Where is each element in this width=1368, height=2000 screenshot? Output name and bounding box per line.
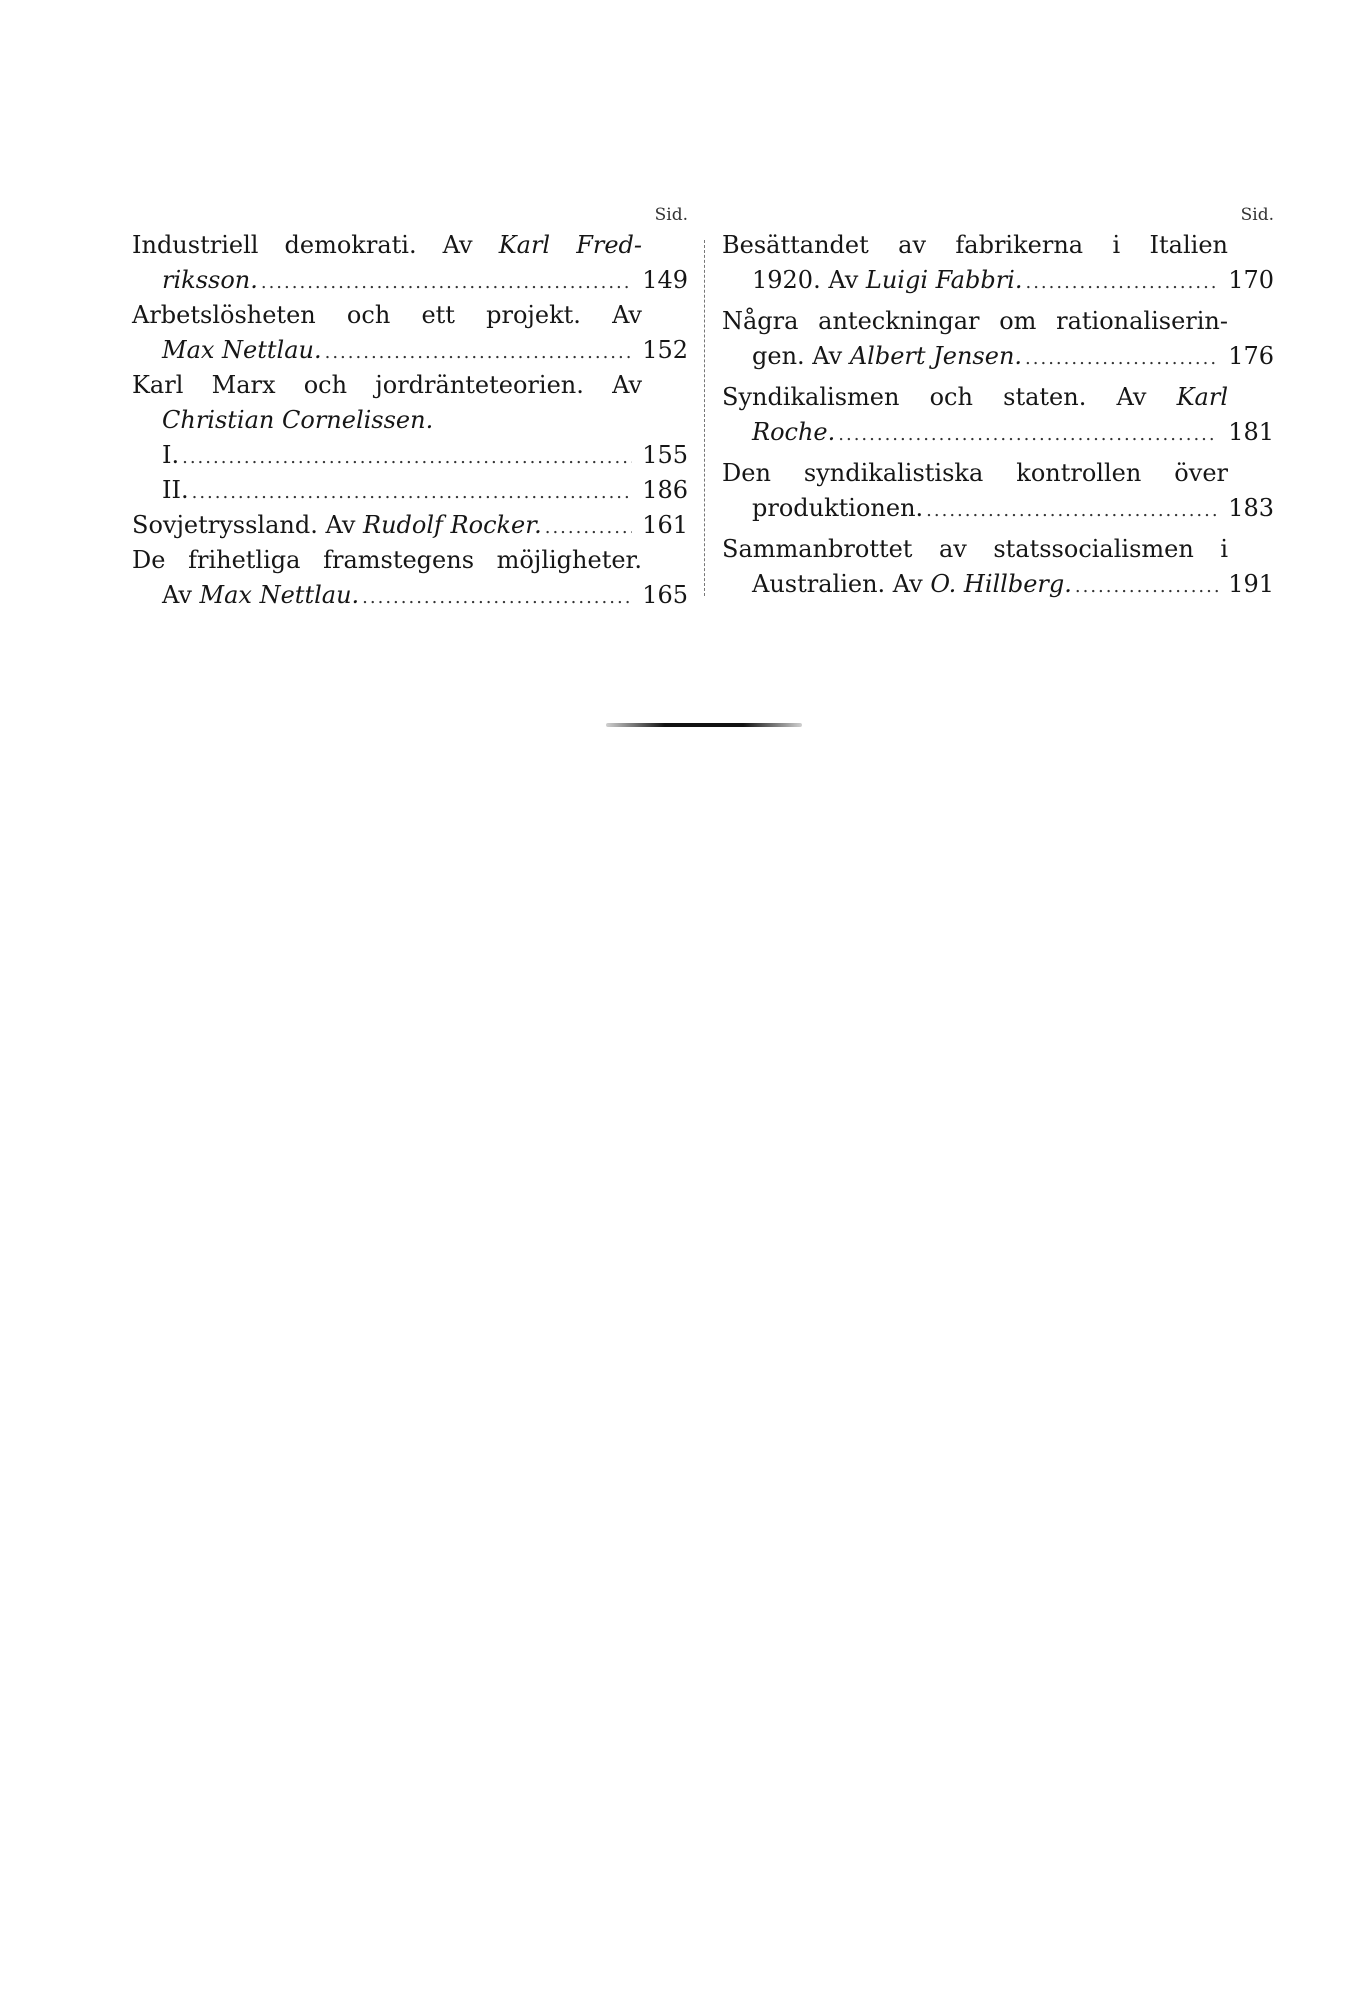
toc-line bbox=[722, 339, 1274, 374]
dot-leader bbox=[1025, 341, 1218, 376]
toc-line bbox=[132, 473, 688, 508]
toc-line bbox=[132, 298, 688, 333]
entry-author: Roche. bbox=[752, 418, 836, 446]
entry-title: Australien. Av bbox=[752, 570, 931, 598]
page-number: 191 bbox=[1228, 570, 1274, 598]
toc-line-text bbox=[162, 263, 258, 298]
dot-leader bbox=[362, 580, 632, 615]
toc-line bbox=[722, 567, 1274, 602]
dot-leader bbox=[545, 510, 632, 545]
toc-line bbox=[722, 228, 1274, 263]
toc-column-right bbox=[722, 202, 1274, 602]
entry-title: Industriell demokrati. Av bbox=[132, 231, 499, 259]
toc-line-text bbox=[752, 339, 1022, 374]
page-column-label: Sid. bbox=[1240, 205, 1274, 225]
closing-rule bbox=[606, 723, 802, 727]
entry-author: Max Nettlau. bbox=[162, 336, 322, 364]
toc-line bbox=[722, 415, 1274, 450]
toc-entry bbox=[132, 438, 688, 473]
page-number: 170 bbox=[1228, 266, 1274, 294]
toc-entry bbox=[722, 456, 1274, 526]
dot-leader bbox=[182, 440, 632, 475]
toc-line bbox=[132, 438, 688, 473]
dot-leader bbox=[325, 335, 632, 370]
dot-leader bbox=[192, 475, 632, 510]
entry-title: gen. Av bbox=[752, 342, 850, 370]
entry-title: Syndikalismen och staten. Av bbox=[722, 383, 1177, 411]
entry-title: De frihetliga framstegens möjligheter. bbox=[132, 546, 642, 574]
toc-entry bbox=[722, 304, 1274, 374]
toc-line-text bbox=[162, 578, 359, 613]
page-number: 186 bbox=[642, 476, 688, 504]
entry-title: II. bbox=[162, 476, 189, 504]
toc-line bbox=[132, 543, 688, 578]
toc-line-text bbox=[722, 380, 1228, 415]
entry-title: Arbetslösheten och ett projekt. Av bbox=[132, 301, 642, 329]
toc-column-left bbox=[132, 202, 688, 613]
entry-title: Karl Marx och jordränteteorien. Av bbox=[132, 371, 642, 399]
page-number: 165 bbox=[642, 581, 688, 609]
toc-line-text bbox=[132, 508, 542, 543]
entry-author: Luigi Fabbri. bbox=[865, 266, 1023, 294]
toc-line bbox=[132, 368, 688, 403]
toc-line bbox=[722, 380, 1274, 415]
entry-title: Av bbox=[162, 581, 200, 609]
page-number: 181 bbox=[1228, 418, 1274, 446]
page-number: 161 bbox=[642, 511, 688, 539]
toc-entry bbox=[132, 368, 688, 438]
toc-entry bbox=[132, 543, 688, 613]
page-number: 152 bbox=[642, 336, 688, 364]
dot-leader bbox=[1075, 569, 1218, 604]
toc-entry bbox=[132, 473, 688, 508]
entry-author: Karl Fred- bbox=[498, 231, 642, 259]
entry-author: O. Hillberg. bbox=[930, 570, 1072, 598]
page-number: 155 bbox=[642, 441, 688, 469]
toc-line bbox=[132, 228, 688, 263]
entry-author: riksson. bbox=[162, 266, 258, 294]
entry-author: Albert Jensen. bbox=[849, 342, 1023, 370]
toc-line bbox=[722, 532, 1274, 567]
entry-title: I. bbox=[162, 441, 180, 469]
entry-title: Besättandet av fabrikerna i Italien bbox=[722, 231, 1228, 259]
page-number: 149 bbox=[642, 266, 688, 294]
toc-line bbox=[132, 578, 688, 613]
toc-entry bbox=[132, 508, 688, 543]
toc-line-text bbox=[752, 263, 1022, 298]
toc-line bbox=[132, 508, 688, 543]
toc-line bbox=[722, 456, 1274, 491]
entry-author: Christian Cornelissen. bbox=[162, 406, 434, 434]
toc-entry bbox=[722, 532, 1274, 602]
page-number: 176 bbox=[1228, 342, 1274, 370]
toc-entry bbox=[722, 228, 1274, 298]
toc-entry bbox=[722, 380, 1274, 450]
entry-author: Max Nettlau. bbox=[199, 581, 360, 609]
dot-leader bbox=[261, 265, 632, 300]
toc-line bbox=[132, 263, 688, 298]
toc-line bbox=[722, 491, 1274, 526]
entry-title: produktionen. bbox=[752, 494, 924, 522]
column-divider bbox=[704, 240, 705, 596]
toc-line-text bbox=[132, 228, 642, 263]
dot-leader bbox=[1025, 265, 1218, 300]
entry-title: Några anteckningar om rationaliserin- bbox=[722, 307, 1228, 335]
toc-entry bbox=[132, 228, 688, 298]
dot-leader bbox=[926, 493, 1218, 528]
toc-line bbox=[722, 263, 1274, 298]
toc-entry bbox=[132, 298, 688, 368]
entry-title: Den syndikalistiska kontrollen över bbox=[722, 459, 1228, 487]
toc-line-text bbox=[752, 567, 1072, 602]
toc-line bbox=[132, 403, 688, 438]
toc-line bbox=[722, 304, 1274, 339]
toc-line bbox=[132, 333, 688, 368]
dot-leader bbox=[838, 417, 1218, 452]
page-column-label: Sid. bbox=[654, 205, 688, 225]
entry-title: 1920. Av bbox=[752, 266, 866, 294]
entry-title: Sammanbrottet av statssocialismen i bbox=[722, 535, 1228, 563]
entry-title: Sovjetryssland. Av bbox=[132, 511, 364, 539]
entry-author: Rudolf Rocker. bbox=[363, 511, 542, 539]
entry-author: Karl bbox=[1176, 383, 1228, 411]
page-number: 183 bbox=[1228, 494, 1274, 522]
